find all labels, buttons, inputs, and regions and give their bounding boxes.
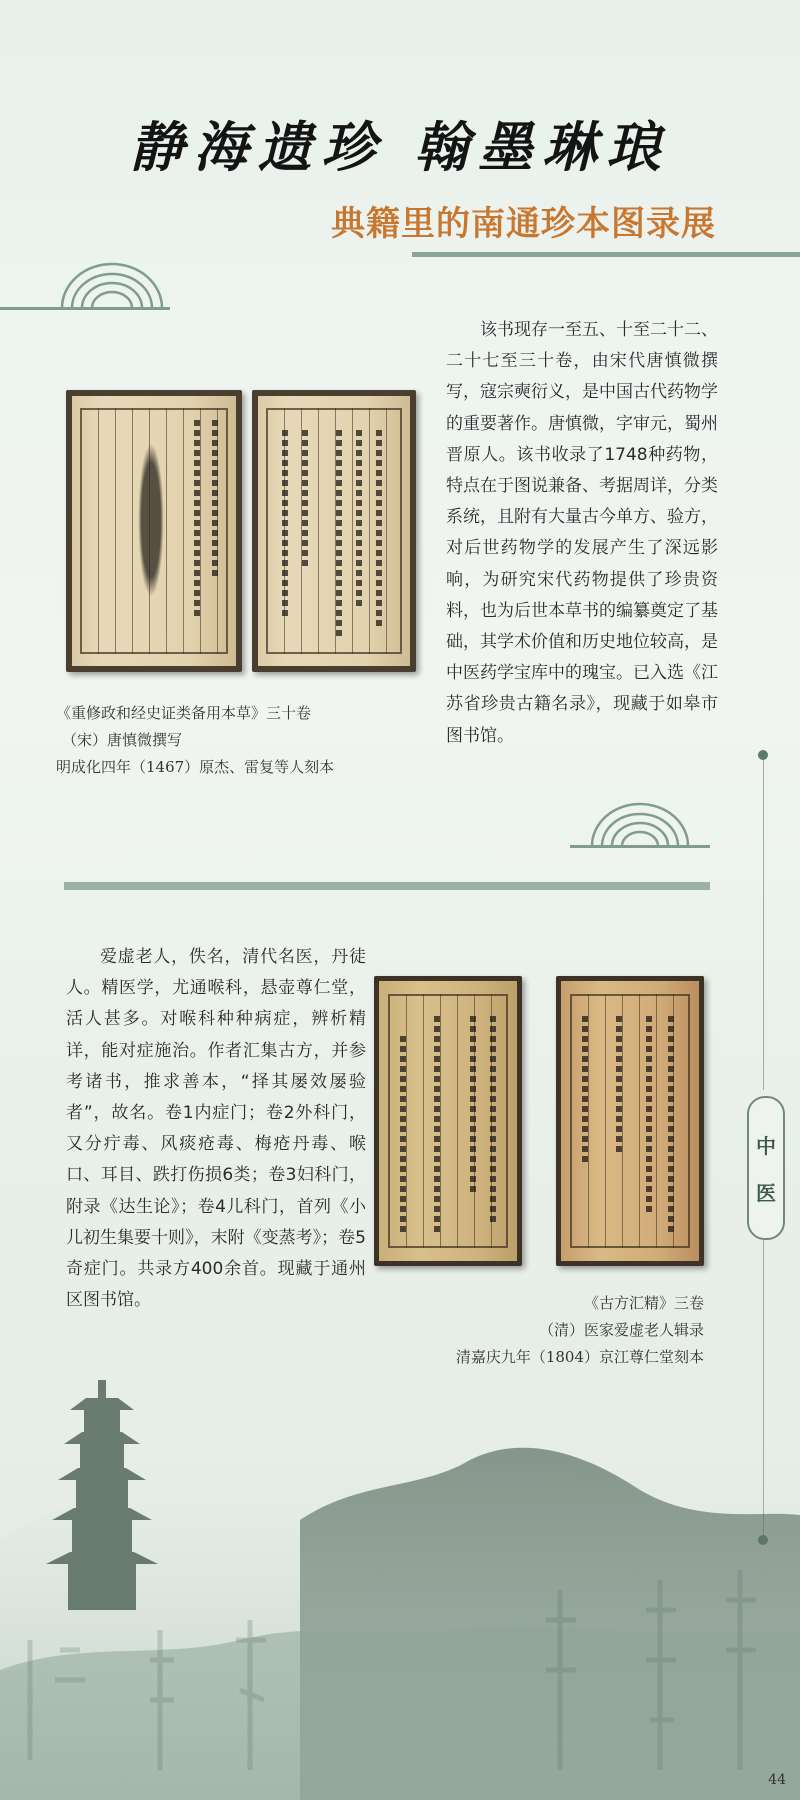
- page-number: 44: [768, 1772, 786, 1788]
- section-tab-char: 医: [756, 1181, 776, 1205]
- section-divider: [64, 882, 710, 890]
- book1-caption: [56, 700, 436, 781]
- wave-ornament-icon: [570, 798, 710, 852]
- book2-caption-author: （清）医家爱虚老人辑录: [538, 1321, 704, 1339]
- book1-description: 该书现存一至五、十至二十二、二十七至三十卷，由宋代唐慎微撰写，寇宗奭衍义，是中国古代药物学的重要著作。唐慎微，字审元，蜀州晋原人。该书收录了1748种药物，特点在于图说兼备、考据周详，分类系统，且附有大量古今单方、验方，对后世药物学的发展产生了深远影响，为研究宋代药物提供了珍贵资料，也为后世本草书的编纂奠定了基础，其学术价值和历史地位较高，是中医药学宝库中的瑰宝。已入选《江苏省珍贵古籍名录》，现藏于如皋市图书馆。: [446, 320, 718, 746]
- book2-description: 爱虚老人，佚名，清代名医，丹徒人。精医学，尤通喉科，悬壶尊仁堂，活人甚多。对喉科种种病症，辨析精详，能对症施治。作者汇集古方，并参考诸书，推求善本，“择其屡效屡验者”，故名。卷1内症门；卷2外科门，又分疔毒、风痰疮毒、梅疮丹毒、喉口、耳目、跌打伤损6类；卷3妇科门，附录《达生论》；卷4儿科门，首列《小儿初生集要十则》，末附《变蒸考》；卷5奇症门。共录方400余首。现藏于通州区图书馆。: [66, 947, 366, 1311]
- book1-photo-left: [66, 390, 242, 672]
- book2-caption-title: 《古方汇精》三卷: [583, 1294, 704, 1312]
- book1-photo-right: [252, 390, 416, 672]
- page-subtitle: 典籍里的南通珍本图录展: [331, 204, 716, 244]
- book2-photo-left: [374, 976, 522, 1266]
- wave-ornament-icon: [0, 258, 170, 314]
- side-rail-dot: [758, 750, 768, 760]
- section-tab-char: 中: [756, 1134, 776, 1158]
- side-rail: [763, 760, 764, 1090]
- header-divider: [412, 252, 800, 257]
- book2-photo-right: [556, 976, 704, 1266]
- landscape-illustration: [0, 1340, 800, 1800]
- book1-caption-title: 《重修政和经史证类备用本草》三十卷: [56, 704, 312, 722]
- section-tab-tcm: [747, 1096, 785, 1240]
- book1-caption-edition: 明成化四年（1467）原杰、雷复等人刻本: [56, 758, 335, 776]
- page-title: 静海遗珍 翰墨琳琅: [129, 115, 671, 179]
- book1-caption-author: （宋）唐慎微撰写: [62, 731, 183, 749]
- book2-caption-edition: 清嘉庆九年（1804）京江尊仁堂刻本: [455, 1348, 704, 1366]
